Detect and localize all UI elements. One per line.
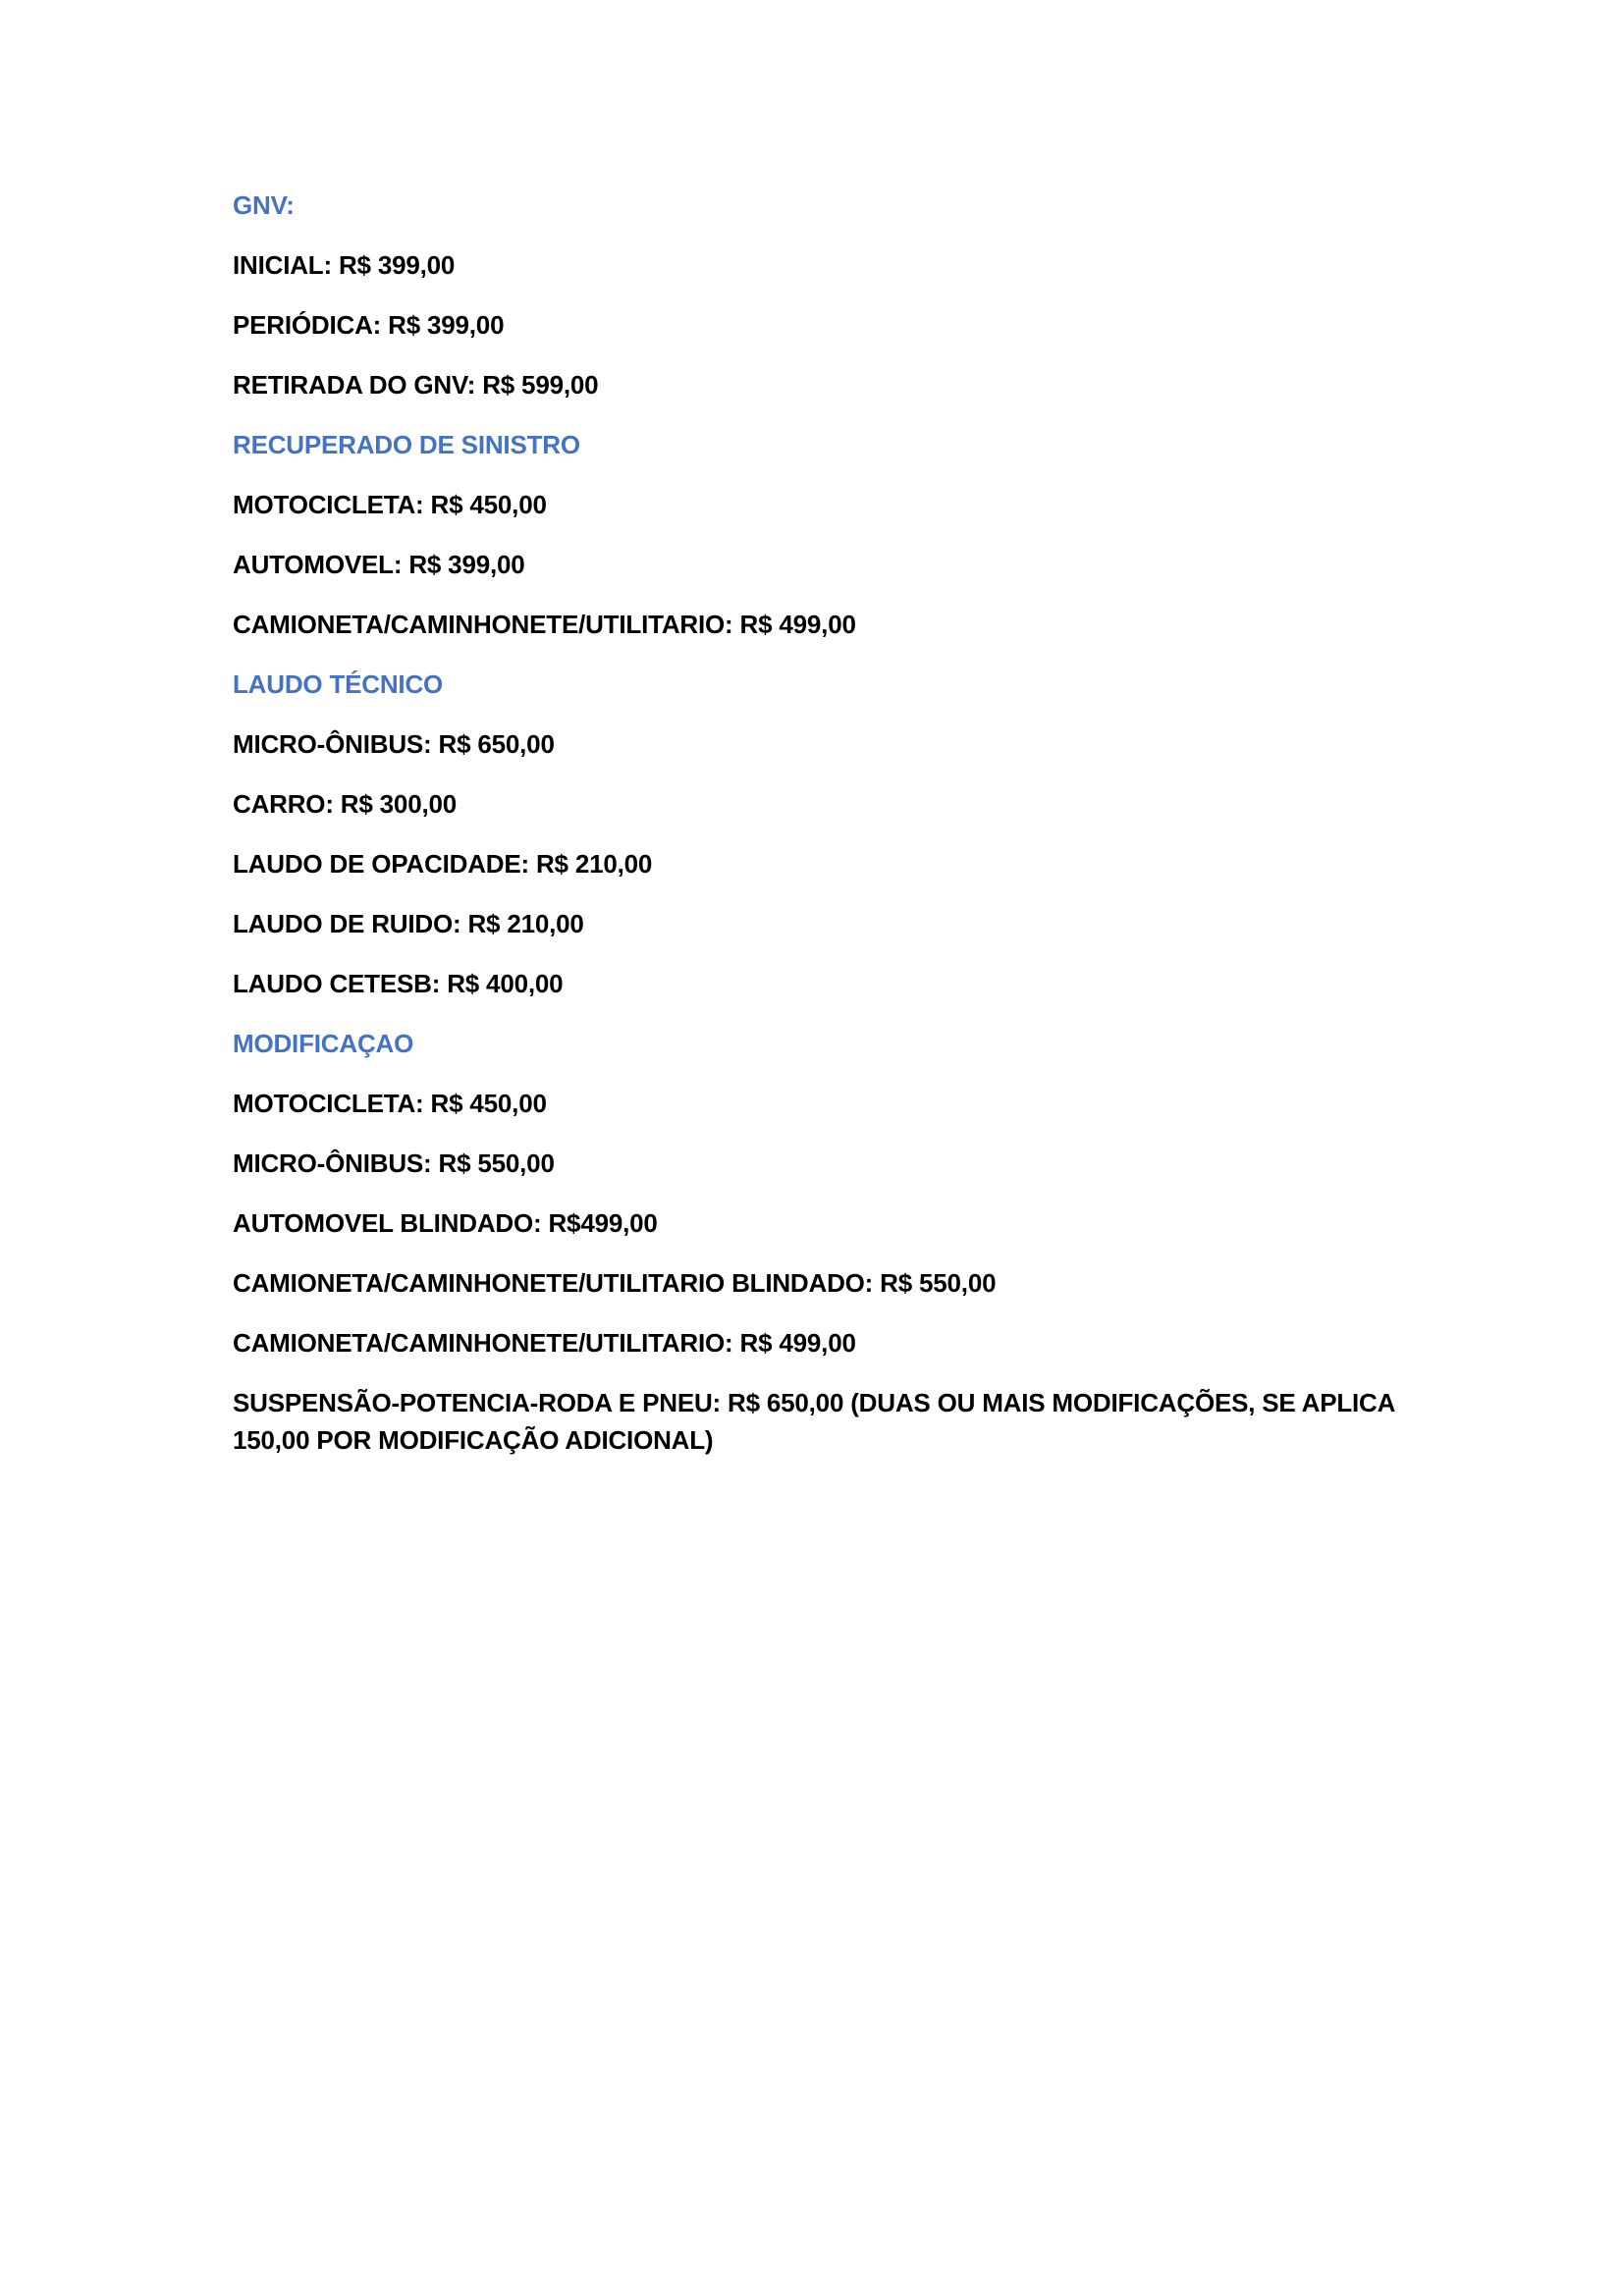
section-gnv [233,187,1411,403]
section-heading: RECUPERADO DE SINISTRO [233,430,580,459]
price-item: CAMIONETA/CAMINHONETE/UTILITARIO BLINDADO: R$ 550,00 [233,1268,997,1298]
price-item-note: SUSPENSÃO-POTENCIA-RODA E PNEU: R$ 650,00 (DUAS OU MAIS MODIFICAÇÕES, SE APLICA 150,00 POR MODIFICAÇÃO ADICIONAL) [233,1388,1395,1455]
section-heading: LAUDO TÉCNICO [233,669,444,699]
price-item: LAUDO DE RUIDO: R$ 210,00 [233,909,584,938]
price-item: MOTOCICLETA: R$ 450,00 [233,490,547,519]
price-item: MICRO-ÔNIBUS: R$ 650,00 [233,729,555,759]
section-recuperado-de-sinistro [233,426,1411,643]
price-item: MOTOCICLETA: R$ 450,00 [233,1089,547,1118]
price-item: RETIRADA DO GNV: R$ 599,00 [233,370,599,400]
price-item: CARRO: R$ 300,00 [233,789,457,819]
price-item: CAMIONETA/CAMINHONETE/UTILITARIO: R$ 499,00 [233,610,856,639]
price-item: LAUDO DE OPACIDADE: R$ 210,00 [233,849,653,879]
section-heading: GNV: [233,190,295,220]
price-item: INICIAL: R$ 399,00 [233,250,456,280]
price-item: LAUDO CETESB: R$ 400,00 [233,969,564,998]
section-laudo-tecnico [233,666,1411,1002]
section-heading: MODIFICAÇAO [233,1029,414,1058]
price-item: CAMIONETA/CAMINHONETE/UTILITARIO: R$ 499,00 [233,1328,856,1358]
price-item: AUTOMOVEL: R$ 399,00 [233,550,525,579]
section-modificacao [233,1025,1411,1459]
price-item: PERIÓDICA: R$ 399,00 [233,310,505,340]
price-item: MICRO-ÔNIBUS: R$ 550,00 [233,1148,555,1178]
price-list-document [233,187,1411,1481]
price-item: AUTOMOVEL BLINDADO: R$499,00 [233,1208,658,1238]
